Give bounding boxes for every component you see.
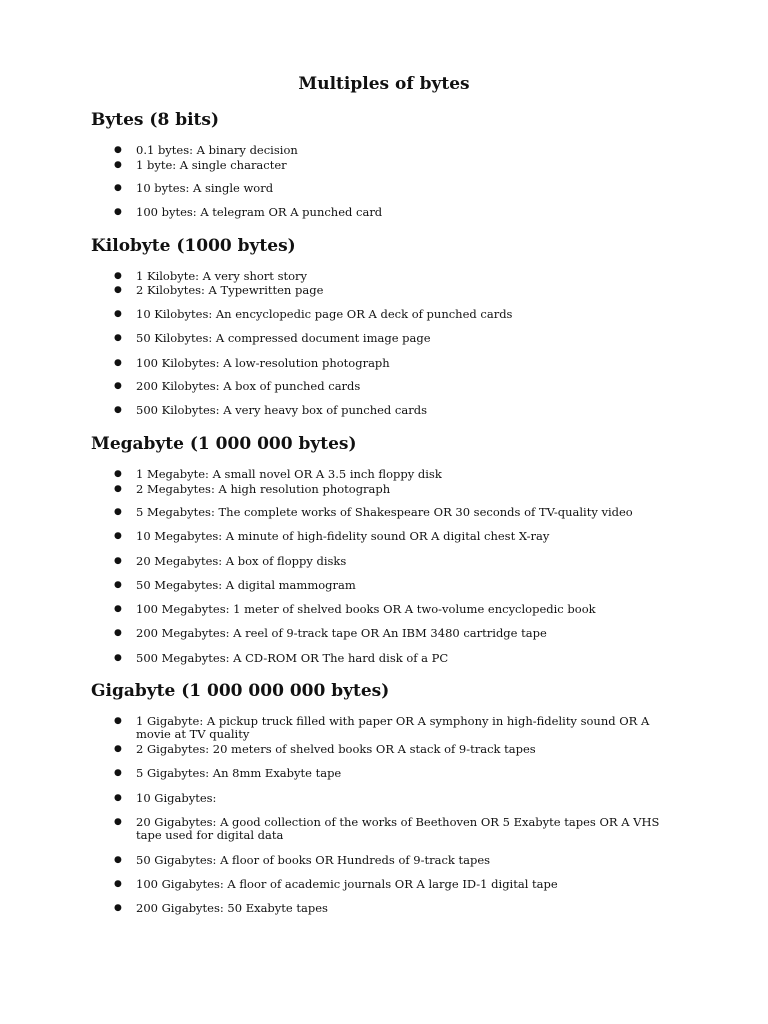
- bullet-icon: ●: [114, 333, 122, 343]
- section-heading-megabyte: Megabyte (1 000 000 bytes): [91, 434, 357, 454]
- list-item: 5 Gigabytes: An 8mm Exabyte tape: [136, 766, 342, 780]
- bullet-icon: ●: [114, 556, 122, 566]
- bullet-icon: ●: [114, 381, 122, 391]
- list-item: 0.1 bytes: A binary decision: [136, 143, 298, 157]
- list-item: 2 Kilobytes: A Typewritten page: [136, 283, 324, 297]
- list-item: 500 Kilobytes: A very heavy box of punched cards: [136, 403, 427, 417]
- list-item: 100 bytes: A telegram OR A punched card: [136, 205, 383, 219]
- list-item: 1 byte: A single character: [136, 158, 287, 172]
- list-item: 200 Gigabytes: 50 Exabyte tapes: [136, 901, 328, 915]
- list-item: 100 Gigabytes: A floor of academic journals OR A large ID-1 digital tape: [136, 877, 558, 891]
- bullet-icon: ●: [114, 879, 122, 889]
- bullet-icon: ●: [114, 358, 122, 368]
- list-item: 200 Kilobytes: A box of punched cards: [136, 379, 361, 393]
- bullet-icon: ●: [114, 903, 122, 913]
- bullet-icon: ●: [114, 145, 122, 155]
- bullet-icon: ●: [114, 855, 122, 865]
- list-item: 500 Megabytes: A CD-ROM OR The hard disk of a PC: [136, 651, 449, 665]
- bullet-icon: ●: [114, 469, 122, 479]
- bullet-icon: ●: [114, 207, 122, 217]
- section-heading-bytes: Bytes (8 bits): [91, 110, 220, 130]
- list-item: 1 Megabyte: A small novel OR A 3.5 inch floppy disk: [136, 467, 442, 481]
- list-item: 100 Kilobytes: A low-resolution photograph: [136, 356, 390, 370]
- bullet-icon: ●: [114, 744, 122, 754]
- bullet-icon: ●: [114, 604, 122, 614]
- list-item: 10 Kilobytes: An encyclopedic page OR A deck of punched cards: [136, 307, 513, 321]
- section-heading-gigabyte: Gigabyte (1 000 000 000 bytes): [91, 681, 390, 701]
- bullet-icon: ●: [114, 716, 122, 726]
- bullet-icon: ●: [114, 793, 122, 803]
- bullet-icon: ●: [114, 817, 122, 827]
- list-item: 10 bytes: A single word: [136, 181, 274, 195]
- list-item: 2 Gigabytes: 20 meters of shelved books OR A stack of 9-track tapes: [136, 742, 536, 756]
- list-item: 10 Megabytes: A minute of high-fidelity sound OR A digital chest X-ray: [136, 529, 550, 543]
- bullet-icon: ●: [114, 653, 122, 663]
- bullet-icon: ●: [114, 405, 122, 415]
- bullet-icon: ●: [114, 507, 122, 517]
- bullet-icon: ●: [114, 580, 122, 590]
- list-item: 10 Gigabytes:: [136, 791, 217, 805]
- bullet-icon: ●: [114, 160, 122, 170]
- list-item: 20 Megabytes: A box of floppy disks: [136, 554, 347, 568]
- list-item: 1 Gigabyte: A pickup truck filled with paper OR A symphony in high-fidelity sound OR A movie at TV quality: [136, 714, 650, 741]
- bullet-icon: ●: [114, 183, 122, 193]
- bullet-icon: ●: [114, 628, 122, 638]
- bullet-icon: ●: [114, 309, 122, 319]
- list-item: 1 Kilobyte: A very short story: [136, 269, 308, 283]
- list-item: 50 Megabytes: A digital mammogram: [136, 578, 356, 592]
- list-item: 100 Megabytes: 1 meter of shelved books OR A two-volume encyclopedic book: [136, 602, 596, 616]
- list-item: 50 Kilobytes: A compressed document image page: [136, 331, 431, 345]
- bullet-icon: ●: [114, 285, 122, 295]
- page-title: Multiples of bytes: [298, 74, 470, 94]
- section-heading-kilobyte: Kilobyte (1000 bytes): [91, 236, 296, 256]
- list-item: 5 Megabytes: The complete works of Shakespeare OR 30 seconds of TV-quality video: [136, 505, 633, 519]
- bullet-icon: ●: [114, 768, 122, 778]
- list-item: 2 Megabytes: A high resolution photograph: [136, 482, 391, 496]
- list-item: 50 Gigabytes: A floor of books OR Hundreds of 9-track tapes: [136, 853, 491, 867]
- list-item: 200 Megabytes: A reel of 9-track tape OR An IBM 3480 cartridge tape: [136, 626, 547, 640]
- bullet-icon: ●: [114, 531, 122, 541]
- bullet-icon: ●: [114, 484, 122, 494]
- bullet-icon: ●: [114, 271, 122, 281]
- list-item: 20 Gigabytes: A good collection of the works of Beethoven OR 5 Exabyte tapes OR A VHS tape used for digital data: [136, 815, 660, 842]
